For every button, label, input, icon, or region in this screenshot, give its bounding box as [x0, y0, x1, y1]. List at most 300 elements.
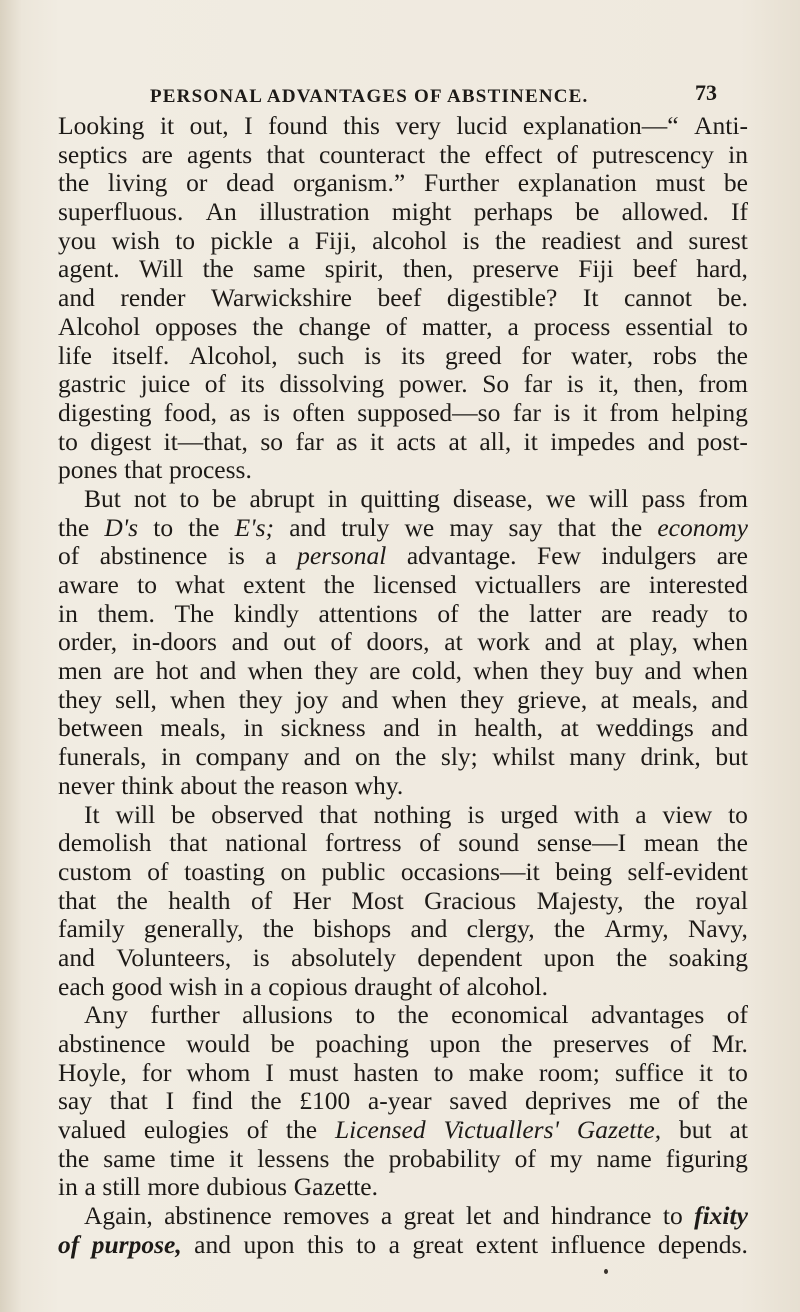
- word: all,: [479, 426, 512, 456]
- word: effect: [484, 139, 543, 169]
- word: influence: [550, 1229, 646, 1259]
- word: me: [629, 1086, 661, 1116]
- word: my: [549, 1143, 583, 1173]
- word: hot: [155, 656, 189, 686]
- text-line: [58, 858, 748, 887]
- text-line: [58, 600, 748, 629]
- word: that: [169, 828, 208, 858]
- word: copious: [268, 971, 348, 1001]
- word: If: [731, 197, 748, 227]
- word: in-doors: [131, 627, 217, 657]
- word: they: [314, 656, 359, 686]
- word: suffice: [614, 1057, 684, 1087]
- word: the: [716, 340, 748, 370]
- word: the: [116, 885, 148, 915]
- word: a: [84, 1172, 96, 1202]
- word: out,: [189, 111, 229, 140]
- word: far: [512, 397, 542, 427]
- word: the: [643, 885, 676, 915]
- word: the: [262, 914, 294, 944]
- word: interested: [648, 570, 748, 599]
- word: the: [553, 914, 586, 944]
- word: in: [327, 483, 348, 513]
- word: process: [533, 311, 611, 341]
- word: room;: [538, 1057, 600, 1087]
- word: the: [616, 942, 648, 972]
- word: hard,: [696, 254, 748, 284]
- word: personal: [297, 541, 387, 571]
- word: purpose,: [91, 1229, 182, 1259]
- word: the: [494, 225, 527, 255]
- word: a: [635, 799, 647, 829]
- word: probability: [388, 1143, 501, 1173]
- word: to: [728, 598, 748, 628]
- word: royal: [695, 885, 748, 915]
- word: of: [726, 1000, 748, 1030]
- word: of: [58, 1229, 80, 1259]
- word: of: [669, 1029, 692, 1058]
- word: work: [477, 627, 530, 657]
- word: when: [692, 627, 748, 657]
- text-line: [58, 1116, 748, 1145]
- word: It: [84, 799, 100, 829]
- word: pass: [641, 483, 686, 513]
- word: that: [58, 885, 97, 915]
- word: never: [58, 770, 115, 800]
- text-line: [58, 1173, 748, 1202]
- word: and: [636, 225, 673, 255]
- word: matter,: [421, 311, 493, 341]
- word: the: [58, 512, 90, 542]
- word: the: [397, 1000, 429, 1030]
- word: toasting: [184, 856, 265, 886]
- word: and: [644, 656, 682, 686]
- word: custom: [58, 856, 132, 886]
- word: they: [58, 684, 102, 714]
- word: in: [728, 139, 748, 169]
- word: latter: [528, 598, 582, 628]
- word: such: [297, 340, 345, 370]
- word: Hoyle,: [58, 1057, 127, 1087]
- body-text: [58, 112, 748, 1260]
- word: this: [343, 111, 380, 140]
- word: to: [728, 1057, 748, 1087]
- word: explanation—“: [522, 111, 679, 140]
- word: clergy,: [466, 914, 535, 944]
- word: nothing: [373, 799, 452, 829]
- word: helping: [671, 397, 748, 427]
- text-line: [58, 1087, 748, 1116]
- word: alcohol: [372, 225, 448, 255]
- word: on: [280, 856, 306, 886]
- word: beef: [377, 283, 422, 313]
- text-line: [58, 141, 748, 170]
- word: it: [228, 1143, 244, 1173]
- word: gastric: [58, 369, 126, 399]
- word: the: [395, 742, 427, 772]
- word: the: [501, 1029, 533, 1058]
- word: that: [319, 799, 358, 829]
- word: of: [58, 541, 80, 571]
- word: of: [385, 311, 407, 341]
- word: robs: [652, 340, 697, 370]
- word: the: [611, 512, 643, 542]
- word: the: [343, 1143, 375, 1173]
- word: and: [711, 713, 748, 743]
- word: licensed: [373, 570, 457, 599]
- word: sell,: [115, 684, 157, 714]
- word: and: [289, 512, 327, 542]
- word: occasions—it: [400, 856, 540, 886]
- word: will: [115, 799, 156, 829]
- word: of: [556, 139, 578, 169]
- word: play,: [629, 627, 678, 657]
- word: bishops: [313, 914, 392, 944]
- word: far: [523, 369, 553, 399]
- word: poaching: [315, 1029, 409, 1058]
- word: Victuallers': [443, 1115, 559, 1145]
- word: for: [141, 1057, 172, 1087]
- word: time: [169, 1143, 215, 1173]
- word: at: [444, 627, 463, 657]
- word: of: [438, 971, 460, 1001]
- word: and: [58, 283, 95, 313]
- word: about: [180, 770, 237, 800]
- word: meals,: [632, 684, 698, 714]
- word: economy: [657, 512, 748, 542]
- text-line: [58, 284, 748, 313]
- word: from: [698, 369, 748, 399]
- word: spirit,: [324, 254, 384, 284]
- word: is: [553, 397, 571, 427]
- word: public: [321, 856, 386, 886]
- word: abrupt: [249, 483, 315, 513]
- word: not: [133, 483, 167, 513]
- word: more: [147, 1172, 200, 1202]
- word: It: [582, 283, 599, 313]
- word: that: [266, 139, 305, 169]
- word: when: [170, 684, 226, 714]
- word: but: [679, 1115, 712, 1145]
- word: are: [113, 656, 145, 686]
- word: is: [252, 942, 270, 972]
- word: abstinence: [164, 1201, 272, 1231]
- word: to: [355, 1000, 376, 1030]
- word: and: [341, 684, 379, 714]
- word: self-evident: [627, 856, 748, 886]
- word: to: [175, 225, 196, 255]
- word: itself.: [111, 340, 170, 370]
- word: Further: [423, 168, 500, 198]
- word: the: [58, 1143, 90, 1173]
- word: the: [478, 598, 510, 628]
- word: and: [382, 713, 420, 743]
- text-line: [58, 514, 748, 543]
- word: at: [560, 713, 579, 743]
- word: national: [225, 828, 308, 858]
- word: between: [58, 713, 143, 743]
- word: a: [388, 1229, 400, 1259]
- word: but: [715, 742, 748, 772]
- word: the: [252, 311, 284, 341]
- word: be: [171, 799, 196, 829]
- word: joy: [295, 684, 329, 714]
- word: each: [58, 971, 105, 1001]
- running-head: [150, 80, 750, 110]
- word: the: [439, 139, 471, 169]
- word: are: [369, 656, 401, 686]
- word: Warwickshire: [210, 283, 352, 313]
- text-line: [58, 915, 748, 944]
- word: I: [265, 1057, 274, 1087]
- word: it,: [598, 369, 619, 399]
- word: pickle: [210, 225, 273, 255]
- word: from: [698, 483, 748, 513]
- word: of: [246, 1115, 268, 1145]
- word: acts: [396, 426, 437, 456]
- text-line: [58, 1030, 748, 1059]
- word: dissolving: [279, 369, 385, 399]
- text-line: [58, 399, 748, 428]
- word: and: [194, 1229, 231, 1259]
- word: it: [159, 111, 175, 140]
- word: upon: [243, 1229, 295, 1259]
- word: superfluous.: [58, 197, 184, 227]
- word: allowed.: [621, 197, 709, 227]
- word: removes: [283, 1201, 370, 1231]
- text-line: [58, 255, 748, 284]
- word: opposes: [155, 311, 238, 341]
- word: impedes: [550, 426, 636, 456]
- word: explanation: [517, 168, 637, 198]
- word: extent: [243, 570, 306, 599]
- word: E's;: [234, 512, 275, 542]
- word: many: [569, 742, 626, 772]
- word: saved: [449, 1086, 508, 1116]
- word: Fiji,: [314, 225, 357, 255]
- word: mean: [643, 828, 700, 858]
- word: of: [330, 627, 352, 657]
- word: doors,: [366, 627, 430, 657]
- word: are: [141, 139, 173, 169]
- word: same: [253, 254, 306, 284]
- word: say: [508, 512, 543, 542]
- text-line: [58, 342, 748, 371]
- word: find: [191, 1086, 233, 1116]
- word: disease,: [452, 483, 533, 513]
- word: men: [58, 656, 102, 686]
- word: in: [437, 713, 457, 743]
- word: at: [600, 684, 619, 714]
- word: reason: [281, 770, 348, 800]
- word: be: [575, 197, 600, 227]
- word: perhaps: [473, 197, 553, 227]
- page-number: 73: [695, 80, 717, 105]
- word: generally,: [143, 914, 244, 944]
- text-line: [58, 1231, 748, 1260]
- word: family: [58, 914, 125, 944]
- word: in: [223, 971, 244, 1001]
- text-line: [58, 772, 748, 801]
- word: may: [449, 512, 494, 542]
- word: Army,: [604, 914, 669, 944]
- word: name: [596, 1143, 652, 1173]
- word: Fiji: [578, 254, 614, 284]
- paragraph-first-line: [58, 1202, 748, 1231]
- word: septics: [58, 139, 128, 169]
- word: victuallers: [474, 570, 582, 599]
- word: we: [404, 512, 435, 542]
- text-line: [58, 714, 748, 743]
- word: Gazette,: [576, 1115, 662, 1145]
- text-line: [58, 944, 748, 973]
- word: grieve,: [517, 684, 588, 714]
- word: health,: [474, 713, 543, 743]
- word: are: [716, 541, 748, 571]
- word: fortress: [325, 828, 402, 858]
- word: they: [238, 684, 283, 714]
- word: are: [601, 598, 633, 628]
- word: say: [58, 1086, 92, 1116]
- word: cannot: [623, 283, 692, 313]
- word: still: [102, 1172, 141, 1202]
- word: and: [502, 1201, 540, 1231]
- word: £100: [299, 1086, 351, 1116]
- word: lessens: [257, 1143, 330, 1173]
- word: when: [391, 684, 447, 714]
- word: preserves: [552, 1029, 650, 1058]
- word: digesting: [58, 397, 152, 427]
- word: An: [205, 197, 237, 227]
- word: meals,: [160, 713, 227, 743]
- word: to: [356, 1229, 377, 1259]
- word: Few: [537, 541, 581, 571]
- word: it: [698, 1057, 713, 1087]
- word: So: [482, 369, 510, 399]
- word: of: [250, 885, 273, 915]
- word: to: [433, 1057, 454, 1087]
- word: in: [58, 598, 78, 628]
- word: the: [243, 770, 275, 800]
- word: when: [692, 656, 748, 686]
- word: upon: [543, 942, 595, 972]
- word: weddings: [596, 713, 694, 743]
- word: indulgers: [601, 541, 697, 571]
- word: Majesty,: [536, 885, 624, 915]
- word: whilst: [492, 742, 555, 772]
- word: figuring: [665, 1143, 748, 1173]
- word: dependent: [417, 942, 523, 972]
- word: so: [260, 426, 284, 456]
- word: a: [380, 1201, 393, 1231]
- word: to: [728, 311, 748, 341]
- word: Her: [292, 885, 331, 915]
- word: illustration: [259, 197, 370, 227]
- text-line: [58, 1059, 748, 1088]
- word: company: [195, 742, 290, 772]
- word: cold,: [411, 656, 462, 686]
- word: them.: [97, 598, 155, 628]
- word: is: [364, 340, 382, 370]
- word: sound: [458, 828, 520, 858]
- word: is: [566, 369, 584, 399]
- word: very: [395, 111, 441, 140]
- word: upon: [429, 1029, 481, 1058]
- word: Navy,: [687, 914, 748, 944]
- word: quitting: [360, 483, 440, 513]
- word: truly: [341, 512, 390, 542]
- word: when: [473, 656, 529, 686]
- word: why.: [354, 770, 404, 800]
- word: is: [227, 541, 245, 571]
- word: of: [437, 598, 459, 628]
- text-line: [58, 1145, 748, 1174]
- word: a: [288, 225, 300, 255]
- word: sense—I: [536, 828, 627, 858]
- word: valued: [58, 1115, 126, 1145]
- word: when: [247, 656, 303, 686]
- word: lucid: [456, 111, 508, 140]
- word: Looking: [58, 111, 145, 140]
- word: is: [263, 397, 281, 427]
- word: must: [288, 1057, 339, 1087]
- word: be: [723, 168, 748, 198]
- word: process.: [169, 455, 252, 485]
- text-line: [58, 571, 748, 600]
- word: then,: [633, 369, 684, 399]
- word: of: [204, 369, 227, 399]
- word: to: [179, 483, 200, 513]
- word: render: [120, 283, 186, 313]
- word: health: [168, 885, 231, 915]
- word: must: [655, 168, 706, 198]
- word: further: [150, 1000, 220, 1030]
- word: they: [460, 684, 504, 714]
- word: Will: [138, 254, 184, 284]
- word: wish: [168, 971, 218, 1001]
- word: kindly: [233, 598, 299, 628]
- word: that: [557, 512, 596, 542]
- word: Alcohol: [58, 311, 141, 341]
- word: change: [298, 311, 371, 341]
- word: will: [588, 483, 629, 513]
- word: to: [153, 512, 174, 542]
- word: make: [468, 1057, 524, 1087]
- word: depends.: [657, 1229, 748, 1259]
- word: the: [58, 168, 90, 198]
- word: ready: [651, 598, 709, 628]
- word: and: [711, 684, 748, 714]
- text-line: [58, 198, 748, 227]
- word: at: [729, 1115, 748, 1145]
- running-title: PERSONAL ADVANTAGES OF ABSTINENCE.: [150, 86, 589, 107]
- word: urged: [500, 799, 558, 829]
- word: be.: [717, 283, 748, 313]
- word: in: [243, 713, 264, 743]
- text-line: [58, 829, 748, 858]
- word: wish: [111, 225, 160, 255]
- word: funerals,: [58, 742, 147, 772]
- word: and: [647, 426, 685, 456]
- word: counteract: [318, 139, 426, 169]
- word: great: [403, 1201, 455, 1231]
- word: readiest: [541, 225, 621, 255]
- word: in: [58, 1172, 78, 1202]
- word: on: [355, 742, 381, 772]
- text-line: [58, 112, 748, 141]
- text-line: [58, 887, 748, 916]
- text-line: [58, 313, 748, 342]
